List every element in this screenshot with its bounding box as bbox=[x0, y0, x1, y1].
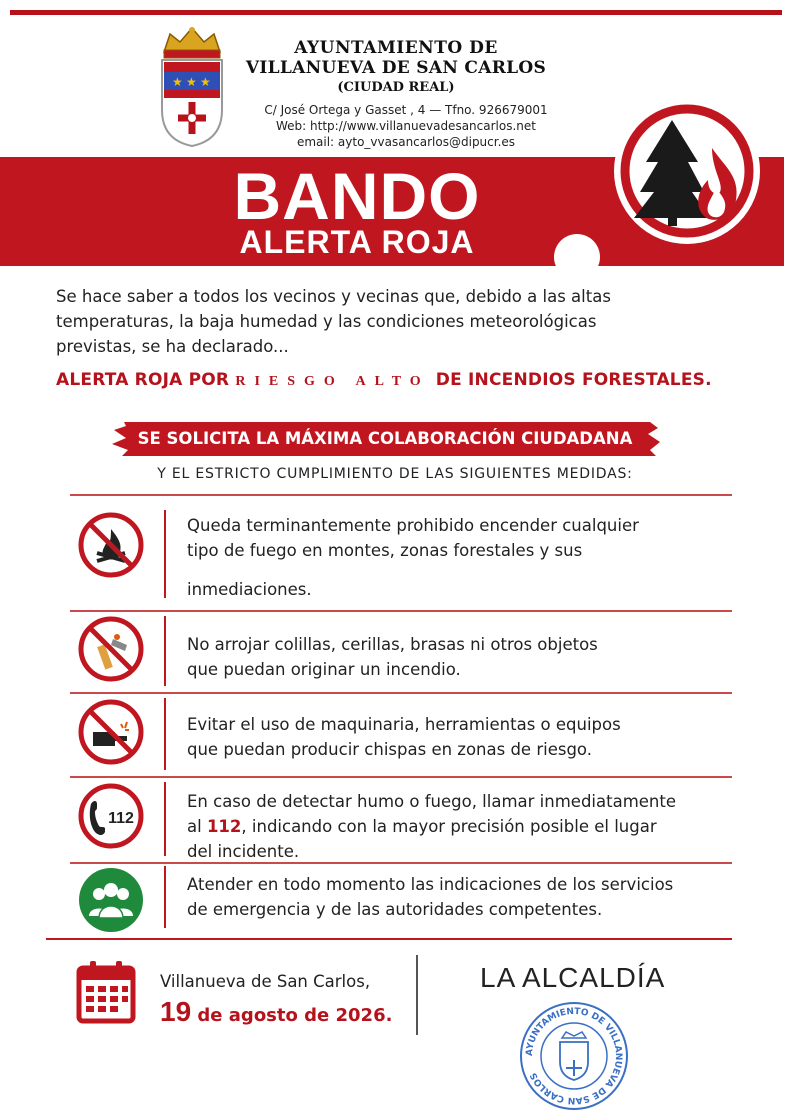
divider bbox=[70, 776, 732, 778]
measure-4-line2: al 112, indicando con la mayor precisión posible el lugar bbox=[187, 817, 657, 836]
separator bbox=[164, 866, 166, 928]
measure-4-line1: En caso de detectar humo o fuego, llamar inmediatamente bbox=[187, 792, 676, 811]
measure-5-line2: de emergencia y de las autoridades competentes. bbox=[187, 900, 603, 919]
separator bbox=[164, 510, 166, 598]
emergency-team-icon bbox=[77, 866, 145, 934]
separator bbox=[164, 616, 166, 686]
phone-112-label: 112 bbox=[108, 810, 134, 827]
contact-info bbox=[236, 102, 576, 150]
emergency-number: 112 bbox=[206, 817, 242, 836]
official-seal-icon bbox=[518, 1000, 630, 1112]
svg-text:★: ★ bbox=[186, 75, 197, 89]
measure-3 bbox=[187, 712, 621, 762]
intro-line2: temperaturas, la baja humedad y las condiciones meteorológicas bbox=[56, 312, 597, 331]
seal-text: AYUNTAMIENTO DE VILLANUEVA DE SAN CARLOS bbox=[524, 1006, 624, 1106]
top-rule bbox=[10, 10, 782, 15]
banner-notch bbox=[554, 234, 600, 280]
measure-4 bbox=[187, 789, 676, 864]
divider bbox=[46, 938, 732, 940]
calendar-icon bbox=[76, 958, 136, 1024]
alert-start: ALERTA ROJA POR bbox=[56, 370, 236, 390]
banner-subtitle: ALERTA ROJA bbox=[239, 224, 475, 260]
org-line2: VILLANUEVA DE SAN CARLOS bbox=[245, 58, 547, 78]
alert-statement bbox=[56, 370, 756, 390]
divider bbox=[70, 610, 732, 612]
org-line1: AYUNTAMIENTO DE bbox=[294, 38, 498, 58]
date-day: 19 bbox=[160, 996, 192, 1027]
email-link[interactable]: email: ayto_vvasancarlos@dipucr.es bbox=[296, 135, 516, 149]
measure-1-line2: tipo de fuego en montes, zonas forestales y sus bbox=[187, 541, 583, 560]
measure-2-line2: que puedan originar un incendio. bbox=[187, 660, 461, 679]
divider bbox=[70, 692, 732, 694]
banner-title: BANDO bbox=[233, 159, 481, 233]
no-machinery-icon bbox=[77, 698, 145, 766]
measure-4-line3: del incidente. bbox=[187, 842, 300, 861]
alert-end: DE INCENDIOS FORESTALES. bbox=[429, 370, 712, 390]
address-text: C/ José Ortega y Gasset , 4 — Tfno. 926679001 bbox=[264, 103, 548, 117]
authority-signature: LA ALCALDÍA bbox=[480, 962, 666, 993]
measure-2-line1: No arrojar colillas, cerillas, brasas ni otros objetos bbox=[187, 635, 598, 654]
intro-paragraph bbox=[56, 284, 616, 359]
svg-text:★: ★ bbox=[200, 75, 211, 89]
measure-2 bbox=[187, 632, 598, 682]
measure-5 bbox=[187, 872, 673, 922]
ribbon-text: SE SOLICITA LA MÁXIMA COLABORACIÓN CIUDADANA bbox=[137, 429, 633, 448]
measures-subheading: Y EL ESTRICTO CUMPLIMIENTO DE LAS SIGUIENTES MEDIDAS: bbox=[157, 466, 633, 482]
date-value bbox=[160, 996, 392, 1028]
no-cigarette-icon bbox=[77, 615, 145, 683]
intro-line3: previstas, se ha declarado... bbox=[56, 337, 289, 356]
phone-112-icon bbox=[77, 782, 145, 850]
svg-text:★: ★ bbox=[172, 75, 183, 89]
org-line3: (CIUDAD REAL) bbox=[337, 80, 455, 95]
measure-1-line3: inmediaciones. bbox=[187, 580, 312, 599]
forest-fire-icon bbox=[612, 96, 762, 246]
divider bbox=[70, 494, 732, 496]
measure-5-line1: Atender en todo momento las indicaciones de los servicios bbox=[187, 875, 674, 894]
separator bbox=[164, 698, 166, 770]
signature-separator bbox=[416, 955, 418, 1035]
intro-line1: Se hace saber a todos los vecinos y vecinas que, debido a las altas bbox=[56, 287, 611, 306]
web-link[interactable]: Web: http://www.villanuevadesancarlos.net bbox=[276, 119, 536, 133]
divider bbox=[70, 862, 732, 864]
date-rest: de agosto de 2026. bbox=[191, 1005, 393, 1026]
coat-of-arms-icon bbox=[156, 22, 228, 150]
measure-1-line1: Queda terminantemente prohibido encender cualquier bbox=[187, 516, 639, 535]
alert-risk: RIESGO ALTO bbox=[235, 374, 430, 389]
measure-3-line1: Evitar el uso de maquinaria, herramientas o equipos bbox=[187, 715, 621, 734]
measure-3-line2: que puedan producir chispas en zonas de riesgo. bbox=[187, 740, 592, 759]
svg-text:AYUNTAMIENTO DE VILLANUEVA DE bbox=[525, 1007, 623, 1105]
no-fire-icon bbox=[77, 511, 145, 579]
date-place: Villanueva de San Carlos, bbox=[160, 972, 371, 991]
municipality-header bbox=[236, 38, 556, 96]
separator bbox=[164, 782, 166, 856]
measure-1 bbox=[187, 513, 639, 602]
